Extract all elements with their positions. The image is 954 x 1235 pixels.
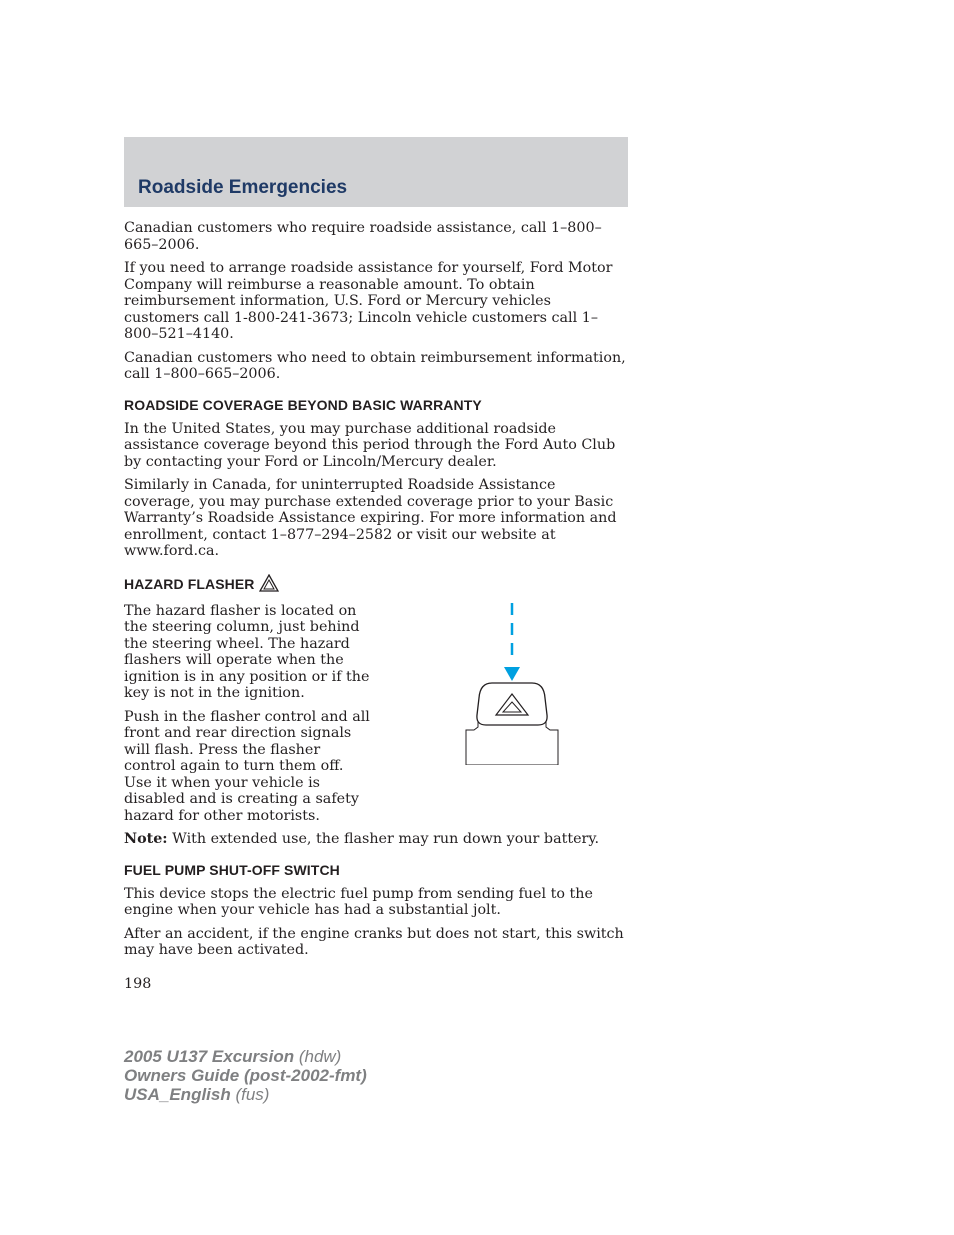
note [124, 831, 628, 848]
footer-model: 2005 U137 Excursion [124, 1047, 295, 1066]
footer-language-code: (fus) [230, 1085, 270, 1104]
paragraph: This device stops the electric fuel pump from sending fuel to the engine when your vehicle has had a substantial jolt. [124, 885, 593, 918]
hazard-triangle-icon [259, 574, 279, 595]
hazard-flasher-heading-row [124, 574, 628, 595]
paragraph: Canadian customers who need to obtain reimbursement information, call 1–800–665–2006. [124, 349, 626, 382]
footer-model-code: (hdw) [294, 1047, 342, 1066]
section-header-band [124, 137, 628, 207]
paragraph: If you need to arrange roadside assistance for yourself, Ford Motor Company will reimburse a reasonable amount. To obtain reimbursement information, U.S. Ford or Mercury vehicles customers call 1-800-241-3673; Lincoln vehicle customers call 1–800–521–4140. [124, 260, 613, 342]
hazard-flasher-section [124, 603, 628, 825]
document-footer [124, 1047, 367, 1104]
footer-language: USA_English [124, 1085, 231, 1104]
paragraph: After an accident, if the engine cranks but does not start, this switch may have been activated. [124, 925, 624, 958]
note-text: With extended use, the flasher may run down your battery. [167, 831, 600, 847]
fuel-pump-heading: FUEL PUMP SHUT-OFF SWITCH [124, 861, 340, 878]
paragraph: Push in the flasher control and all front and rear direction signals will flash. Press the flasher control again to turn them off. Use it when your vehicle is disabled and is creating a safety hazard for other motorists. [124, 708, 370, 824]
paragraph: Canadian customers who require roadside assistance, call 1–800–665–2006. [124, 220, 602, 253]
paragraph: In the United States, you may purchase additional roadside assistance coverage beyond this period through the Ford Auto Club by contacting your Ford or Lincoln/Mercury dealer. [124, 420, 616, 470]
location-arrow-icon [504, 603, 520, 681]
footer-guide: Owners Guide (post-2002-fmt) [124, 1066, 367, 1085]
hazard-flasher-heading: HAZARD FLASHER [124, 575, 255, 592]
page-number: 198 [124, 975, 152, 992]
paragraph: Similarly in Canada, for uninterrupted Roadside Assistance coverage, you may purchase extended coverage prior to your Basic Warranty’s Roadside Assistance expiring. For more information and enrollment, contact 1–877–294–2582 or visit our website at www.ford.ca. [124, 477, 617, 559]
page-content [124, 220, 628, 999]
section-title: Roadside Emergencies [138, 177, 348, 198]
paragraph: The hazard flasher is located on the steering column, just behind the steering wheel. The hazard flashers will operate when the ignition is in any position or if the key is not in the ignition. [124, 602, 370, 701]
coverage-heading: ROADSIDE COVERAGE BEYOND BASIC WARRANTY [124, 396, 482, 413]
hazard-switch-illustration [462, 603, 562, 770]
note-label: Note: [124, 831, 168, 847]
